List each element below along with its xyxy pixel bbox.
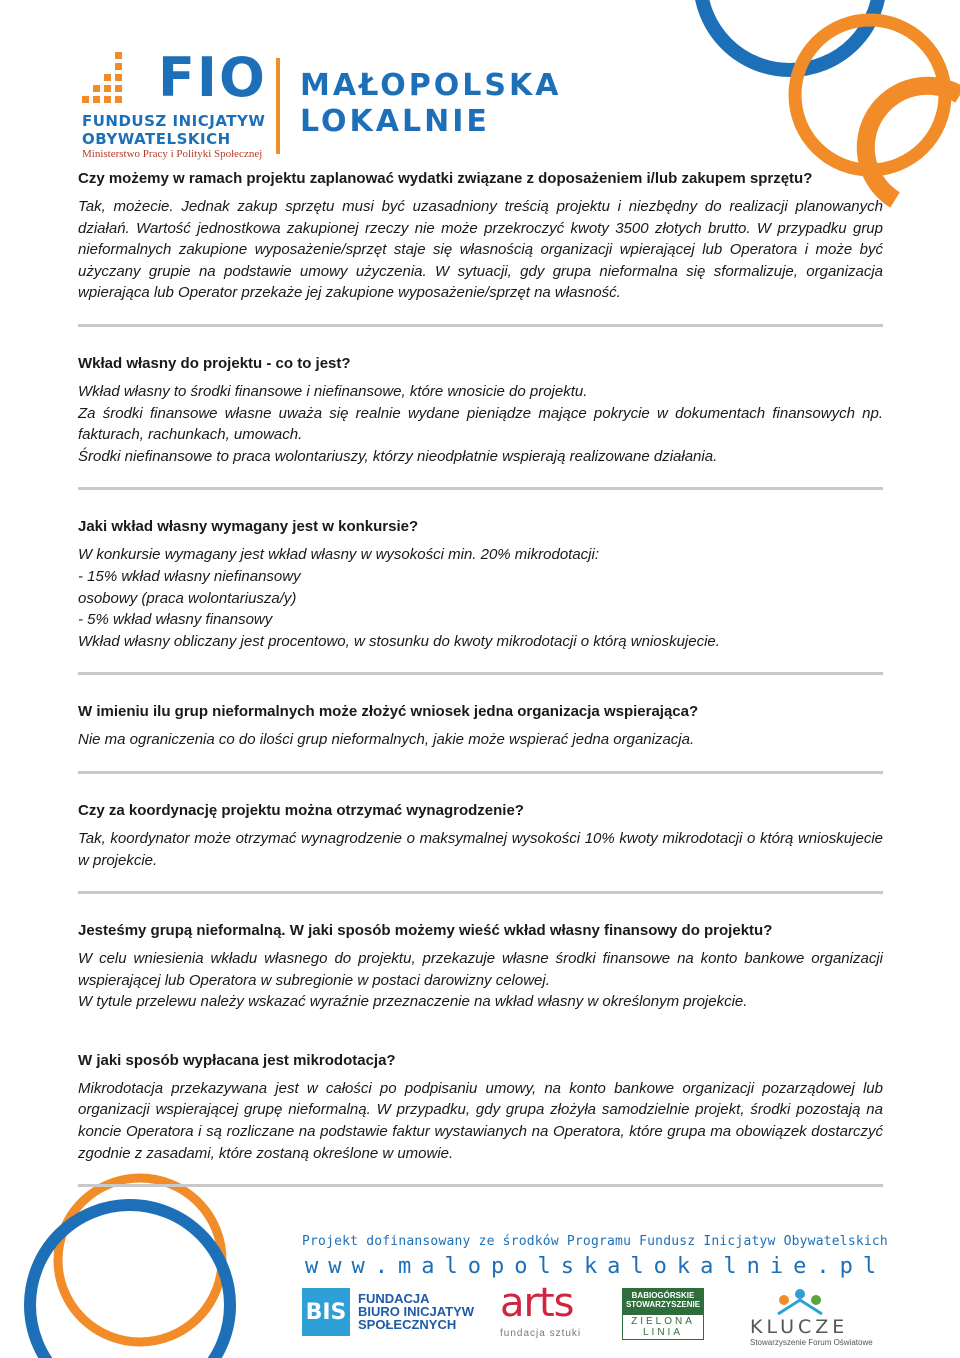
faq-answer: Tak, możecie. Jednak zakup sprzętu musi być uzasadniony treścią projektu i niezbędny do realizacji planowanych działań. Wartość jednostkowa zakupionej rzeczy nie może przekroczyć kwoty 3500 złotych brutto. W przypadku grup nieformalnych zakupione wyposażenie/sprzęt staje się własnością organizacji wpierającej lub Operatora i może być użyczany grupie na podstawie umowy użyczenia. W sytuacji, gdy grupa nieformalna się sformalizuje, organizacja wpierająca lub Operator przekaże jej zakupione wyposażenie/sprzęt na własność. <box>78 198 883 302</box>
section-divider <box>78 487 883 490</box>
faq-answer: Mikrodotacja przekazywana jest w całości po podpisaniu umowy, na konto bankowe organizacji pozarządowej lub organizacji wspierającej grupę nieformalną. W przypadku, gdy grupa złożyła samodzielnie projekt, środki pozostają na koncie Operatora i są rozliczane na podstawie faktur wystawianych na Operatora, które grupa ma obowiązek dostarczyć zgodnie z zasadami, które zostaną określone w umowie. <box>78 1079 883 1162</box>
faq-item <box>78 353 883 467</box>
faq-item <box>78 920 883 1013</box>
fio-subtitle-line1: FUNDUSZ INICJATYW <box>82 112 266 130</box>
fio-ministry: Ministerstwo Pracy i Polityki Społecznej <box>82 148 263 160</box>
faq-answer: - 5% wkład własny finansowy <box>78 611 273 629</box>
malopolska-logo-line2: LOKALNIE <box>300 104 490 139</box>
faq-question: W jaki sposób wypłacana jest mikrodotacja? <box>78 1051 396 1069</box>
bis-logo-text <box>358 1292 474 1331</box>
faq-answer: Za środki finansowe własne uważa się realnie wydane pieniądze mające pokrycie w dokumentach finansowych np. fakturach, rachunkach, umowach. <box>78 404 883 444</box>
faq-item <box>78 800 883 871</box>
babiogorskie-line2: STOWARZYSZENIE <box>625 1300 701 1309</box>
faq-item <box>78 516 883 652</box>
section-divider <box>78 672 883 675</box>
zielona-linia-logo <box>622 1314 704 1340</box>
faq-question: W imieniu ilu grup nieformalnych może złożyć wniosek jedna organizacja wspierająca? <box>78 703 699 721</box>
fio-logo <box>80 46 267 160</box>
faq-answer: W konkursie wymagany jest wkład własny w wysokości min. 20% mikrodotacji: <box>78 546 600 564</box>
faq-answer: W tytule przelewu należy wskazać wyraźnie przeznaczenie na wkład własny w określonym projekcie. <box>78 993 748 1011</box>
fio-dots-icon <box>80 52 150 107</box>
faq-item <box>78 1050 883 1164</box>
fio-title: FIO <box>158 46 267 109</box>
faq-answer: Wkład własny to środki finansowe i niefinansowe, które wnosicie do projektu. <box>78 382 588 400</box>
faq-question: Wkład własny do projektu - co to jest? <box>78 354 351 372</box>
section-divider <box>78 891 883 894</box>
faq-question: Czy za koordynację projektu można otrzymać wynagrodzenie? <box>78 801 524 819</box>
faq-answer: - 15% wkład własny niefinansowy <box>78 567 301 585</box>
faq-question: Jesteśmy grupą nieformalną. W jaki sposób możemy wieść wkład własny finansowy do projektu? <box>78 922 773 940</box>
babiogorskie-line4: LINIA <box>642 1327 683 1338</box>
babiogorskie-logo-top <box>622 1288 704 1314</box>
faq-answer: Wkład własny obliczany jest procentowo, w stosunku do kwoty mikrodotacji o którą wnioskujecie. <box>78 632 720 650</box>
faq-item <box>78 168 883 304</box>
fio-subtitle-line2: OBYWATELSKICH <box>82 130 231 148</box>
arts-logo-sub: fundacja sztuki <box>500 1328 582 1339</box>
section-divider <box>78 1184 883 1187</box>
faq-question: Jaki wkład własny wymagany jest w konkursie? <box>78 518 419 536</box>
footer-caption: Projekt dofinansowany ze środków Programu Fundusz Inicjatyw Obywatelskich <box>302 1234 888 1249</box>
faq-answer: Tak, koordynator może otrzymać wynagrodzenie o maksymalnej wysokości 10% kwoty mikrodotacji o którą wnioskujecie w projekcie. <box>78 829 883 869</box>
faq-answer: W celu wniesienia wkładu własnego do projektu, przekazuje własne środki finansowe na konto bankowe organizacji wspierającej lub Operatora w subregionie w postaci darowizny celowej. <box>78 950 883 989</box>
malopolska-logo-line1: MAŁOPOLSKA <box>300 68 562 103</box>
bis-logo-line2: BIURO INICJATYW <box>358 1304 475 1319</box>
arts-logo-word: arts <box>500 1280 574 1326</box>
section-divider <box>78 324 883 327</box>
babiogorskie-line3: ZIELONA <box>631 1316 695 1327</box>
bis-logo-line3: SPOŁECZNYCH <box>358 1317 457 1332</box>
faq-answer: Środki niefinansowe to praca wolontariuszy, którzy nieodpłatnie wspierają realizowane działania. <box>78 447 718 465</box>
klucze-star-icon <box>770 1286 830 1316</box>
klucze-logo-word: KLUCZE <box>750 1316 849 1338</box>
section-divider <box>78 1027 883 1030</box>
faq-list <box>78 168 883 1213</box>
babiogorskie-line1: BABIOGÓRSKIE <box>631 1291 695 1300</box>
faq-item <box>78 701 883 751</box>
klucze-logo-sub: Stowarzyszenie Forum Oświatowe <box>750 1338 873 1347</box>
section-divider <box>78 771 883 774</box>
faq-answer: osobowy (praca wolontariusza/y) <box>78 589 297 607</box>
logo-divider <box>276 58 280 154</box>
faq-question: Czy możemy w ramach projektu zaplanować wydatki związane z doposażeniem i/lub zakupem sprzętu? <box>78 170 813 187</box>
bis-logo-line1: FUNDACJA <box>358 1291 430 1306</box>
footer-url[interactable]: www.malopolskalokalnie.pl <box>305 1254 887 1279</box>
faq-answer: Nie ma ograniczenia co do ilości grup nieformalnych, jakie może wspierać jedna organizacja. <box>78 731 695 749</box>
bis-logo-mark: BIS <box>302 1288 350 1336</box>
